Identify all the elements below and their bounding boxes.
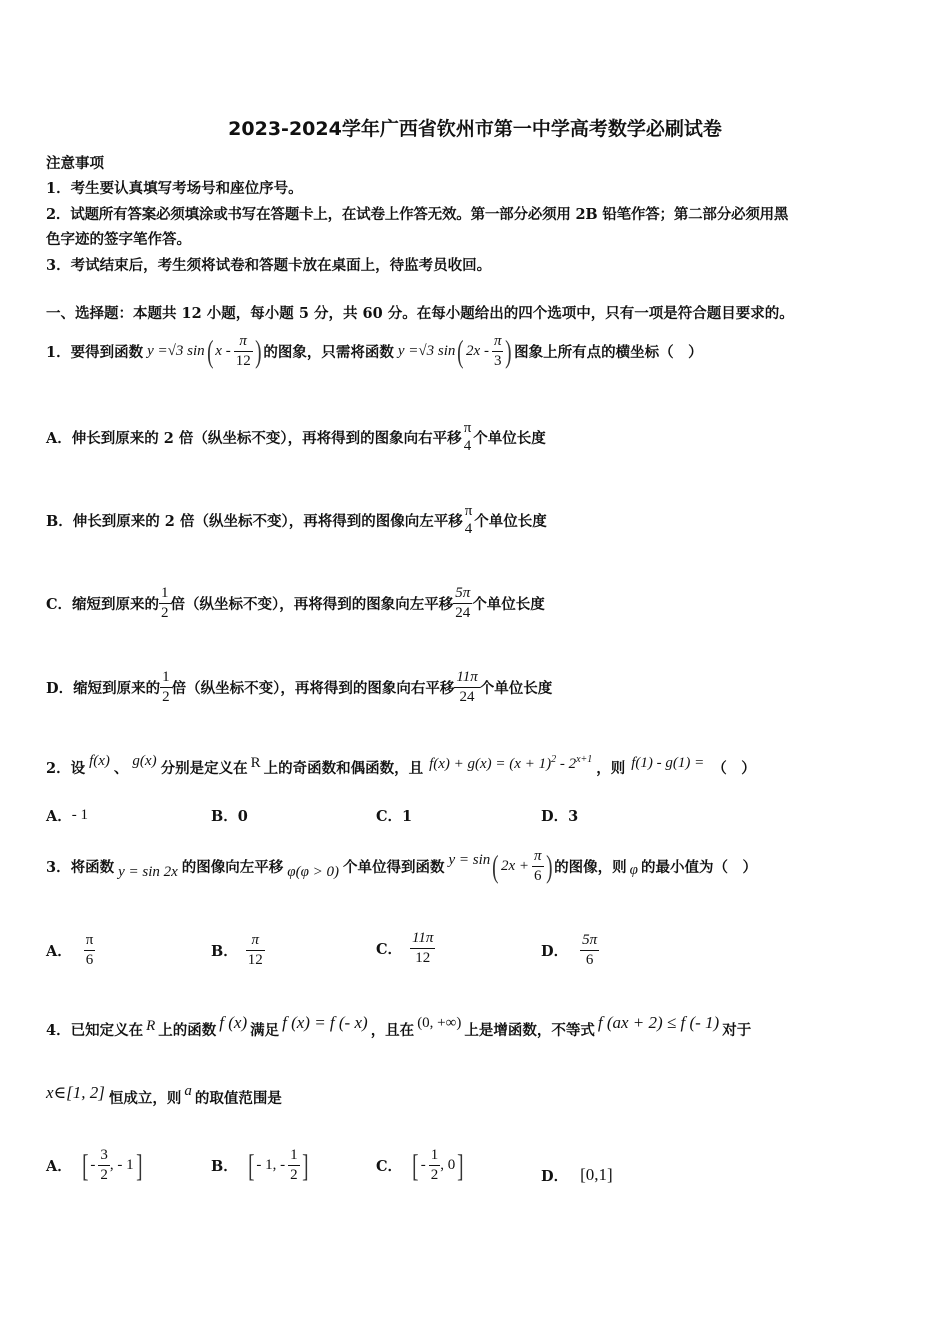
q1-d-text: D．缩短到原来的: [46, 679, 161, 697]
q3-f2-den: 6: [534, 867, 542, 884]
q3-c-label: C．: [376, 940, 403, 958]
q3-tail2: 的最小值为（ ）: [640, 858, 757, 876]
q2-mid2: 上的奇函数和偶函数，且: [263, 759, 424, 777]
q2-option-d: D．3: [541, 808, 579, 825]
q3-b-num: π: [246, 932, 265, 951]
q1-func-2: y =√3 sin: [397, 342, 456, 359]
q2-option-c: C．1: [376, 808, 413, 825]
q4-a-num: 3: [98, 1147, 110, 1166]
q2-equation: [429, 754, 592, 773]
q3-option-b: [211, 928, 265, 972]
q2-paren: （ ）: [712, 759, 756, 777]
q4-mid: 上的函数: [158, 1021, 217, 1039]
q3-tail: 的图像，则: [554, 858, 627, 876]
q3-mid: 的图像向左平移: [181, 858, 284, 876]
q3-option-a: [46, 928, 95, 972]
q2-mid: 分别是定义在: [160, 759, 248, 777]
q3-func-2-arg: 2x +: [500, 857, 529, 874]
question-4: [46, 1012, 751, 1046]
q4-c-post: , 0: [440, 1156, 456, 1173]
q4-c-label: C．: [376, 1157, 403, 1175]
q4-b-label: B．: [211, 1157, 238, 1175]
q3-option-d: [541, 928, 599, 972]
q3-d-den: 6: [585, 951, 594, 968]
q2-eq3: f(1) - g(1) =: [631, 754, 705, 771]
q2-sep: 、: [113, 759, 129, 777]
q1-b-text: B．伸长到原来的 2 倍（纵坐标不变），再将得到的图像向左平移: [46, 512, 463, 530]
q1-a-text: A．伸长到原来的 2 倍（纵坐标不变），再将得到的图象向右平移: [46, 429, 462, 447]
q1-c-mid: 倍（纵坐标不变），再将得到的图象向左平移: [170, 595, 454, 613]
q3-option-c: [376, 924, 435, 972]
q3-func-2: y = sin: [448, 851, 491, 868]
q2-option-b: B．0: [211, 808, 248, 825]
q4-tail: 对于: [722, 1021, 752, 1039]
q3-phi: φ(φ > 0): [287, 863, 340, 880]
q4-a: a: [184, 1082, 192, 1099]
q3-d-num: 5π: [580, 932, 599, 951]
q4-b-pre: - 1, -: [256, 1156, 286, 1173]
q3-b-label: B．: [211, 942, 238, 960]
q1-c-num1: 1: [159, 585, 171, 604]
q1-d-mid: 倍（纵坐标不变），再将得到的图象向右平移: [171, 679, 455, 697]
q3-a-den: 6: [85, 951, 94, 968]
q1-f1-den: 12: [235, 352, 251, 369]
q1-c-text: C．缩短到原来的: [46, 595, 160, 613]
q4-d-value: [0,1]: [580, 1165, 613, 1184]
q3-c-num: 11π: [410, 930, 435, 949]
q4-c-num: 1: [429, 1147, 441, 1166]
q1-d-den1: 2: [162, 688, 170, 705]
q1-a-den: 4: [463, 438, 472, 454]
q3-a-label: A．: [46, 942, 72, 960]
question-2: [46, 752, 756, 782]
page-title: 2023-2024学年广西省钦州市第一中学高考数学必刷试卷: [228, 118, 722, 140]
q4-line2-tail: 的取值范围是: [194, 1089, 282, 1107]
q1-a-num: π: [463, 419, 472, 436]
q1-func-2-arg: 2x -: [466, 342, 489, 359]
q3-b-den: 12: [247, 951, 263, 968]
q1-c-den1: 2: [161, 604, 169, 621]
q4-line2-text: 恒成立，则: [108, 1089, 182, 1107]
q4-domain: x∈[1, 2]: [46, 1083, 105, 1102]
q4-fx: f (x): [219, 1013, 248, 1032]
q4-a-pre: -: [90, 1156, 96, 1173]
q1-b-den: 4: [464, 521, 473, 537]
q1-b-post: 个单位长度: [474, 512, 547, 530]
q2-stem: 2．设: [46, 759, 86, 777]
q3-stem: 3．将函数: [46, 858, 115, 876]
q1-option-b: [46, 497, 547, 543]
q2-then: ，则: [596, 759, 626, 777]
notice-item-2-cont: 色字迹的签字笔作答。: [46, 231, 191, 248]
q3-func-1: y = sin 2x: [118, 863, 178, 880]
q1-mid: 的图象，只需将函数: [263, 343, 394, 361]
q4-mid4: 上是增函数，不等式: [464, 1021, 595, 1039]
q4-c-pre: -: [420, 1156, 426, 1173]
q1-b-num: π: [464, 502, 473, 519]
notice-heading: 注意事项: [46, 155, 104, 172]
q2-fx: f(x): [89, 752, 110, 769]
q3-d-label: D．: [541, 942, 569, 960]
q1-f2-den: 3: [493, 352, 502, 369]
q3-f2-num: π: [532, 848, 544, 867]
q3-a-num: π: [84, 932, 96, 951]
q1-c-den2: 24: [455, 604, 471, 621]
q2-a-value: - 1: [71, 807, 89, 823]
notice-item-2: 2．试题所有答案必须填涂或书写在答题卡上，在试卷上作答无效。第一部分必须用 2B 铅笔作答；第二部分必须用黑: [46, 206, 789, 223]
q1-option-a: [46, 414, 546, 460]
q1-f1-num: π: [234, 333, 253, 352]
q1-d-num1: 1: [160, 669, 172, 688]
q4-c-den: 2: [430, 1166, 439, 1183]
q2-gx: g(x): [132, 752, 157, 769]
notice-item-3: 3．考试结束后，考生须将试卷和答题卡放在桌面上，待监考员收回。: [46, 257, 492, 274]
q1-f2-num: π: [492, 333, 504, 352]
q3-phi-2: φ: [629, 861, 638, 878]
q4-b-num: 1: [288, 1147, 300, 1166]
q1-d-den2: 24: [459, 688, 475, 705]
q2-R: R: [250, 754, 261, 771]
q2-exp3: x+1: [576, 753, 593, 765]
notice-item-1: 1．考生要认真填写考场号和座位序号。: [46, 180, 303, 197]
q3-c-den: 12: [415, 949, 431, 966]
q2-exp2: 2: [551, 753, 557, 765]
q4-b-den: 2: [290, 1166, 298, 1183]
q4-option-c: C． [ - $\frac{1}{2}$ , 0 ]: [376, 1147, 464, 1183]
q4-mid2: 满足: [250, 1021, 280, 1039]
question-1: 1．要得到函数 y =√3 sin ( x - $\frac{\pi}{12}$ ) 的图象，只需将函数 y =√3 sin ( 2x - $\frac{\pi}{3}$ ) 图象上所有点的横坐标（ ）: [46, 333, 703, 369]
q3-mid2: 个单位得到函数: [343, 858, 445, 876]
section-heading: 一、选择题：本题共 12 小题，每小题 5 分，共 60 分。在每小题给出的四个选项中，只有一项是符合题目要求的。: [46, 305, 794, 322]
q1-c-num2: 5π: [453, 585, 472, 604]
q4-ineq: f (ax + 2) ≤ f (- 1): [597, 1013, 720, 1032]
q1-func-1-arg: x -: [215, 342, 231, 359]
q4-option-b: B． [ - 1, - $\frac{1}{2}$ ]: [211, 1147, 309, 1183]
q2-eq2: - 2: [556, 755, 577, 772]
q1-func-1: y =√3 sin: [147, 342, 205, 359]
q4-eq: f (x) = f (- x): [282, 1013, 368, 1032]
q1-d-num2: 11π: [454, 669, 479, 688]
q1-tail: 图象上所有点的横坐标（ ）: [514, 343, 703, 361]
q2-a-label: A．: [46, 808, 72, 825]
q1-option-d: [46, 664, 552, 710]
q1-stem: 1．要得到函数: [46, 343, 144, 361]
q2-option-a: [46, 805, 88, 826]
q1-d-post: 个单位长度: [479, 679, 553, 697]
q4-a-label: A．: [46, 1157, 72, 1175]
q4-a-post: , - 1: [109, 1156, 134, 1173]
q4-mid3: ，且在: [370, 1021, 415, 1039]
q4-option-a: A． [ - $\frac{3}{2}$ , - 1 ]: [46, 1147, 143, 1183]
q1-a-post: 个单位长度: [473, 429, 546, 447]
q4-R: R: [146, 1017, 156, 1034]
q4-a-den: 2: [100, 1166, 108, 1183]
question-3: 3．将函数 y = sin 2x 的图像向左平移 φ(φ > 0) 个单位得到函数 y = sin ( 2x + $\frac{\pi}{6}$ ) 的图像，则 φ 的最小值为（ ）: [46, 848, 757, 884]
q1-option-c: [46, 580, 545, 626]
q4-d-label: D．: [541, 1167, 569, 1185]
q4-stem: 4．已知定义在: [46, 1021, 144, 1039]
q2-eq: f(x) + g(x) = (x + 1): [429, 755, 552, 772]
q4-option-d: [541, 1160, 613, 1190]
q4-interval: (0, +∞): [417, 1014, 462, 1031]
q1-c-post: 个单位长度: [472, 595, 545, 613]
q4-line-2: [46, 1082, 282, 1112]
